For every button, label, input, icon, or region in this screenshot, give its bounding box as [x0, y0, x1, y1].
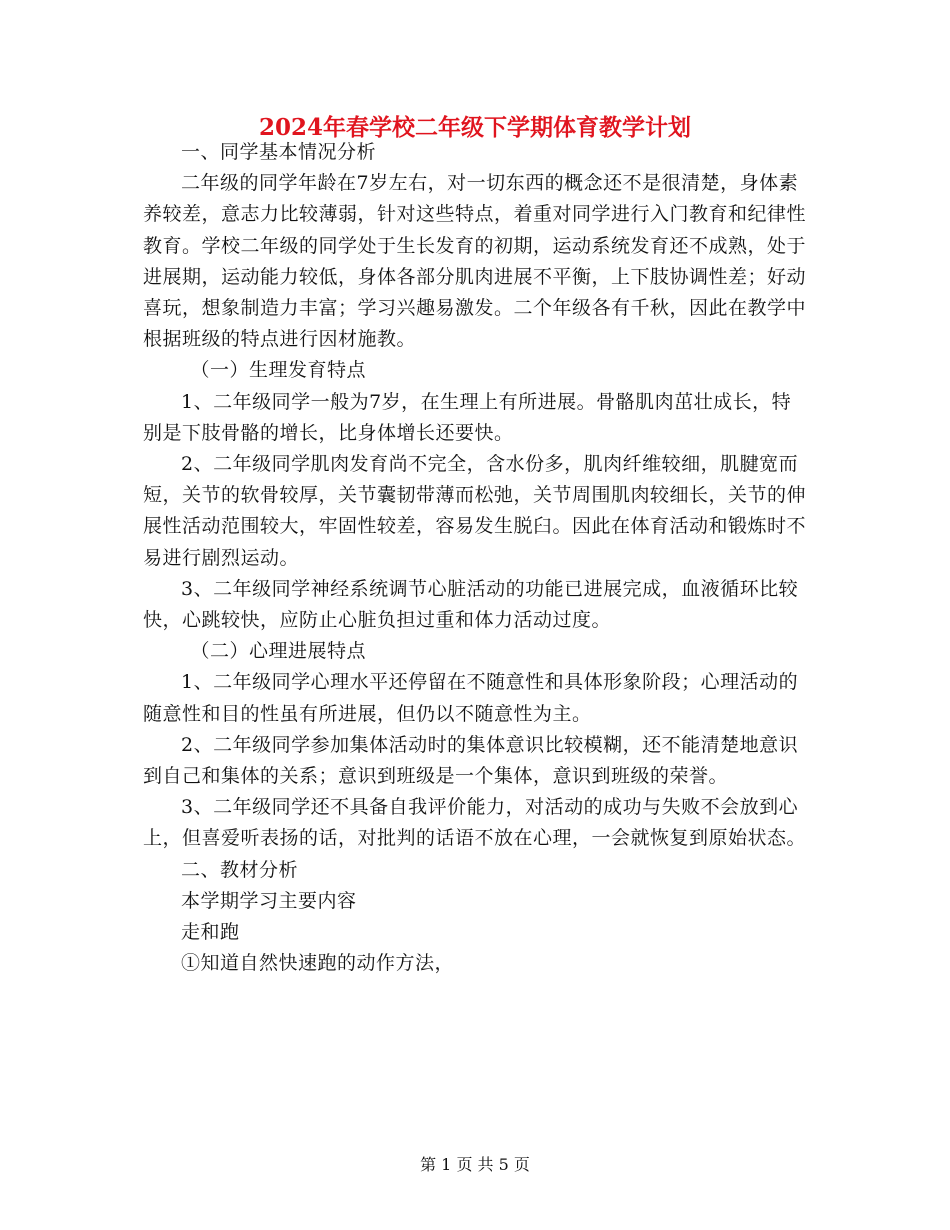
paragraph-psychology-3: 3、二年级同学还不具备自我评价能力，对活动的成功与失败不会放到心上，但喜爱听表扬的话，对批判的话语不放在心理，一会就恢复到原始状态。 [143, 796, 807, 850]
paragraph-psychology-1: 1、二年级同学心理水平还停留在不随意性和具体形象阶段；心理活动的随意性和目的性虽有所进展，但仍以不随意性为主。 [143, 671, 799, 725]
page-number-footer: 第 1 页 共 5 页 [420, 1155, 530, 1174]
subsection-heading-physiology: （一）生理发育特点 [190, 359, 367, 382]
document-title: 2024年春学校二年级下学期体育教学计划 [258, 114, 691, 141]
subsection-heading-psychology: （二）心理进展特点 [190, 640, 367, 663]
paragraph-main-content: 本学期学习主要内容 [181, 889, 357, 912]
paragraph-fast-run-method: ①知道自然快速跑的动作方法， [181, 952, 455, 975]
document-body [143, 137, 807, 979]
paragraph-walk-and-run: 走和跑 [181, 921, 240, 944]
section-heading-material-analysis: 二、教材分析 [181, 858, 299, 881]
paragraph-physiology-3: 3、二年级同学神经系统调节心脏活动的功能已进展完成，血液循环比较快，心跳较快，应防止心脏负担过重和体力活动过度。 [143, 577, 799, 632]
section-heading-student-analysis: 一、同学基本情况分析 [181, 141, 377, 163]
paragraph-physiology-1: 1、二年级同学一般为7岁，在生理上有所进展。骨骼肌肉茁壮成长，特别是下肢骨骼的增长，比身体增长还要快。 [143, 390, 792, 444]
paragraph-psychology-2: 2、二年级同学参加集体活动时的集体意识比较模糊，还不能清楚地意识到自己和集体的关系；意识到班级是一个集体，意识到班级的荣誉。 [143, 733, 799, 788]
paragraph-student-overview: 二年级的同学年龄在7岁左右，对一切东西的概念还不是很清楚，身体素养较差，意志力比较薄弱，针对这些特点，着重对同学进行入门教育和纪律性教育。学校二年级的同学处于生长发育的初期，运动系统发育还不成熟，处于进展期，运动能力较低，身体各部分肌肉进展不平衡，上下肢协调性差；好动喜玩，想象制造力丰富；学习兴趣易激发。二个年级各有千秋，因此在教学中根据班级的特点进行因材施教。 [143, 172, 807, 351]
paragraph-physiology-2: 2、二年级同学肌肉发育尚不完全，含水份多，肌肉纤维较细，肌腱宽而短，关节的软骨较厚，关节囊韧带薄而松弛，关节周围肌肉较细长，关节的伸展性活动范围较大，牢固性较差，容易发生脱臼。因此在体育活动和锻炼时不易进行剧烈运动。 [143, 453, 807, 569]
